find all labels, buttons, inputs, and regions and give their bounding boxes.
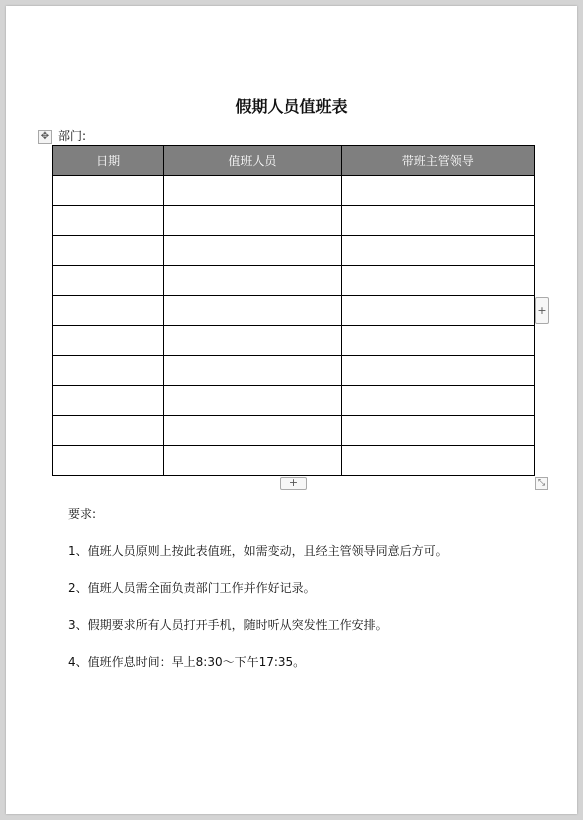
table-row — [53, 326, 535, 356]
table-row — [53, 206, 535, 236]
requirement-item: 1、值班人员原则上按此表值班，如需变动，且经主管领导同意后方可。 — [68, 544, 448, 558]
date-cell[interactable] — [53, 326, 164, 356]
duty-staff-cell[interactable] — [164, 266, 341, 296]
date-cell[interactable] — [53, 206, 164, 236]
date-cell[interactable] — [53, 416, 164, 446]
supervisor-cell[interactable] — [341, 416, 534, 446]
document-title: 假期人员值班表 — [235, 97, 348, 116]
header-duty-staff: 值班人员 — [164, 146, 341, 176]
add-row-icon[interactable]: + — [280, 477, 307, 490]
supervisor-cell[interactable] — [341, 206, 534, 236]
requirement-item: 4、值班作息时间：早上8:30～下午17:35。 — [68, 655, 306, 669]
supervisor-cell[interactable] — [341, 266, 534, 296]
date-cell[interactable] — [53, 296, 164, 326]
duty-staff-cell[interactable] — [164, 296, 341, 326]
supervisor-cell[interactable] — [341, 386, 534, 416]
supervisor-cell[interactable] — [341, 326, 534, 356]
date-cell[interactable] — [53, 386, 164, 416]
duty-table — [52, 145, 535, 476]
supervisor-cell[interactable] — [341, 176, 534, 206]
supervisor-cell[interactable] — [341, 356, 534, 386]
table-row — [53, 446, 535, 476]
duty-staff-cell[interactable] — [164, 356, 341, 386]
date-cell[interactable] — [53, 446, 164, 476]
supervisor-cell[interactable] — [341, 236, 534, 266]
table-row — [53, 416, 535, 446]
table-row — [53, 356, 535, 386]
supervisor-cell[interactable] — [341, 296, 534, 326]
header-date: 日期 — [53, 146, 164, 176]
duty-staff-cell[interactable] — [164, 206, 341, 236]
date-cell[interactable] — [53, 356, 164, 386]
duty-staff-cell[interactable] — [164, 326, 341, 356]
duty-staff-cell[interactable] — [164, 446, 341, 476]
table-row — [53, 236, 535, 266]
table-row — [53, 176, 535, 206]
table-row — [53, 296, 535, 326]
table-move-handle-icon[interactable]: ✥ — [38, 130, 52, 144]
table-header-row — [53, 146, 535, 176]
supervisor-cell[interactable] — [341, 446, 534, 476]
duty-staff-cell[interactable] — [164, 416, 341, 446]
header-supervisor: 带班主管领导 — [341, 146, 534, 176]
duty-staff-cell[interactable] — [164, 386, 341, 416]
duty-staff-cell[interactable] — [164, 236, 341, 266]
date-cell[interactable] — [53, 266, 164, 296]
table-row — [53, 266, 535, 296]
table-row — [53, 386, 535, 416]
add-column-icon[interactable]: + — [535, 297, 549, 324]
date-cell[interactable] — [53, 236, 164, 266]
department-label: 部门: — [58, 129, 87, 143]
requirements-heading: 要求: — [68, 507, 97, 521]
table-resize-icon[interactable]: ⤡ — [535, 477, 548, 490]
duty-staff-cell[interactable] — [164, 176, 341, 206]
date-cell[interactable] — [53, 176, 164, 206]
requirement-item: 3、假期要求所有人员打开手机，随时听从突发性工作安排。 — [68, 618, 388, 632]
requirement-item: 2、值班人员需全面负责部门工作并作好记录。 — [68, 581, 316, 595]
